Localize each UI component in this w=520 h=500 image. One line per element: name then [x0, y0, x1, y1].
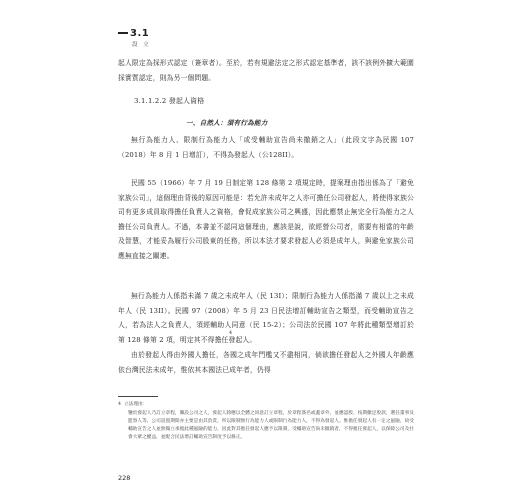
footnote-number: 4: [118, 402, 121, 407]
footnote-body: 鑒於發起人乃訂立章程，籌設公司之人，發起人除應以全體之同意訂立章程，於章程簽名或蓋章外，並應認股、按期繳足股款，選任董事及監察人等，公司設置期間亦主要是由其負責，所以限制無行為能力人或限制行為能力人，不得為發起人。惟擔任發起人有一定之風險，故受輔助宣告之人並無獨立承擔此種風險的能力，因此對其擔任發起人應予以限制，受輔助宣告尚未撤銷者，不得擔任發起人，以保障公司及社會大眾之權益，並配合民法增訂輔助宣告制度予以修正。: [128, 411, 414, 440]
section-heading: 3.1.1.2.2 發起人資格: [134, 97, 205, 105]
footnote-reference[interactable]: 4: [229, 331, 233, 336]
chapter-number: 3.1: [118, 28, 151, 39]
footnote-title-text: 立法理由：: [123, 402, 148, 407]
chapter-bar-decoration: [118, 32, 128, 34]
paragraph-foreigners: 由於發起人得由外國人擔任，各國之成年門檻又不盡相同，倘欲擔任發起人之外國人年齡應依台灣民法未成年，惟依其本國法已成年者，仍得: [118, 351, 414, 374]
paragraph-legislative-history: 民國 55（1966）年 7 月 19 日制定第 128 條第 2 項規定時，提案理由指出係為了「避免家族公司」，這個理由背後的原因可能是：若允許未成年之人亦可擔任公司發起人，將使得家族公司有更多成員取得擔任負責人之資格，會促成家族公司之興盛，因此應禁止無完全行為能力之人擔任公司負責人。不過，本書並不認同這個理由，應該是說，欲經營公司者，需要有相當的年齡及智慧，才能妥為履行公司股東的任務，所以本法才要求發起人必須是成年人，與避免家族公司應無直接之關連。: [118, 179, 414, 260]
page-number: 228: [118, 474, 131, 482]
paragraph-definitions: 無行為能力人係指未滿 7 歲之未成年人（民 13I）；限制行為能力人係指滿 7 歲以上之未成年人（民 13II）。民國 97（2008）年 5 月 23 日民法增訂輔助宣告之類型，而受輔助宣告之人，若為法人之負責人，須經輔助人同意（民 15-2）；公司法於民國 107 年將此種類型增訂於第 128 條第 2 項，明定其不得擔任發起人。: [118, 292, 414, 344]
footnote-divider: [118, 396, 158, 397]
paragraph-capacity-rule: 無行為能力人、限制行為能力人「或受輔助宣告尚未撤銷之人」（此段文字為民國 107（2018）年 8 月 1 日增訂），不得為發起人（公128II）。: [118, 136, 414, 159]
subsection-heading: 一、自然人：須有行為能力: [186, 119, 268, 127]
footnote-title: [118, 401, 414, 409]
paragraph-continued: 起人限定為採形式認定（簽章者）。至於，若有規避法定之形式認定基準者，該不該例外擴大範圍採實質認定，則為另一個問題。: [118, 59, 414, 82]
running-header: [118, 28, 151, 48]
chapter-title: 設 立: [132, 42, 151, 48]
